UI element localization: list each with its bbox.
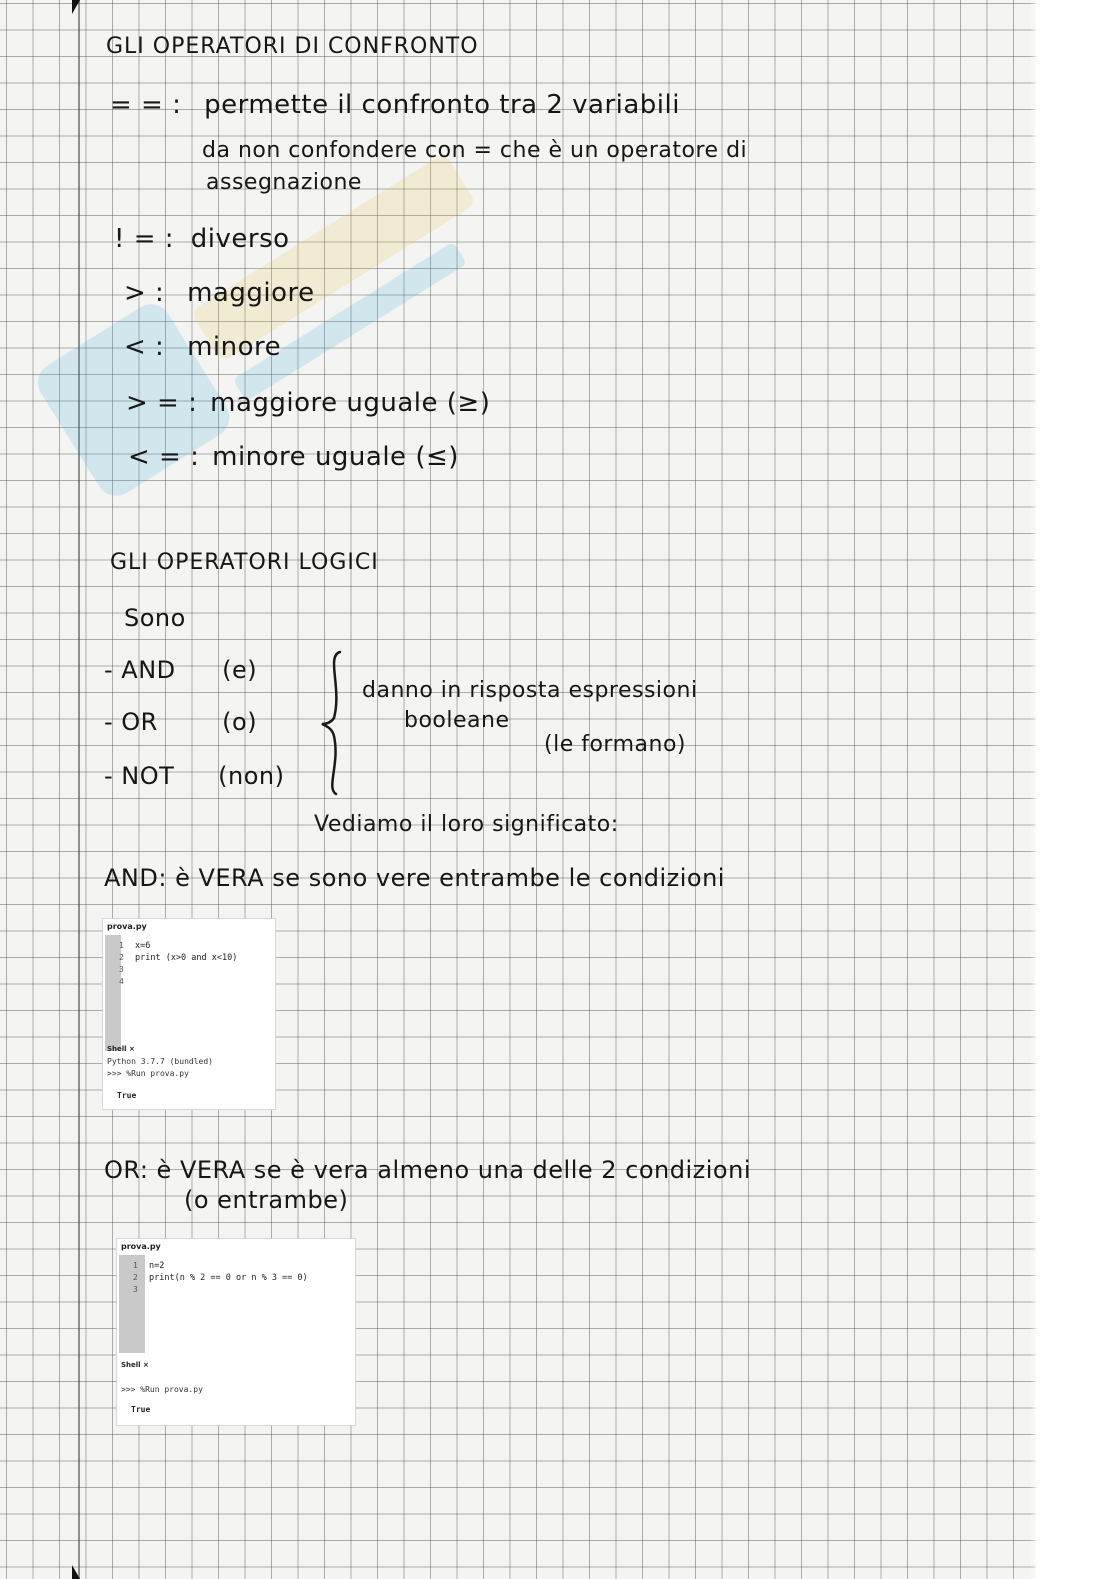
- op-maggiore-uguale-row: [126, 390, 490, 416]
- op-maggiore-text: maggiore: [187, 278, 315, 308]
- op-equal-row: [110, 92, 680, 118]
- logic-op-not-name: - NOT: [104, 762, 175, 790]
- or-definition: OR: è VERA se è vera almeno una delle 2 condizioni: [104, 1156, 751, 1184]
- op-minore-symbol: < :: [124, 332, 165, 362]
- and-definition: AND: è VERA se sono vere entrambe le condizioni: [104, 864, 725, 892]
- code-screenshot-and: [102, 918, 276, 1110]
- shell-output: True: [117, 1091, 137, 1100]
- code-screenshot-or: [116, 1238, 356, 1426]
- op-diverso-row: [114, 226, 290, 252]
- shell-line: >>> %Run prova.py: [107, 1069, 189, 1078]
- logic-note-line3: (le formano): [544, 732, 686, 757]
- op-equal-text: permette il confronto tra 2 variabili: [204, 90, 680, 120]
- shell-output: True: [131, 1405, 151, 1414]
- line-number: 2: [119, 953, 124, 962]
- logic-op-and-meaning: (e): [222, 656, 258, 684]
- op-minore-row: [124, 334, 281, 360]
- op-minore-uguale-text: minore uguale (≤): [212, 442, 459, 472]
- logic-op-and: [104, 658, 257, 682]
- logic-op-not: [104, 764, 284, 788]
- corner-mark-top: [72, 0, 80, 14]
- sono-label: Sono: [124, 604, 186, 632]
- op-minore-text: minore: [187, 332, 282, 362]
- line-number: 4: [119, 977, 124, 986]
- logic-note-line2: booleane: [404, 708, 510, 733]
- or-definition-note: (o entrambe): [184, 1186, 349, 1214]
- logic-op-or-meaning: (o): [222, 708, 258, 736]
- code-line: print(n % 2 == 0 or n % 3 == 0): [149, 1273, 308, 1283]
- line-number: 3: [133, 1285, 138, 1294]
- logic-note-line1: danno in risposta espressioni: [362, 678, 698, 703]
- line-number: 1: [119, 941, 124, 950]
- op-equal-note-line1: da non confondere con = che è un operatore di: [202, 138, 748, 163]
- heading-confronto: GLI OPERATORI DI CONFRONTO: [106, 34, 479, 59]
- margin-line: [78, 0, 80, 1579]
- op-diverso-symbol: ! = :: [114, 224, 174, 254]
- watermark-logo: [0, 55, 590, 585]
- op-maggiore-uguale-symbol: > = :: [126, 388, 198, 418]
- editor-tab-title: prova.py: [107, 922, 147, 931]
- curly-brace: [318, 648, 354, 796]
- shell-line: Python 3.7.7 (bundled): [107, 1057, 213, 1066]
- line-number: 2: [133, 1273, 138, 1282]
- op-diverso-text: diverso: [190, 224, 290, 254]
- op-maggiore-row: [124, 280, 315, 306]
- logic-op-or: [104, 710, 257, 734]
- op-minore-uguale-row: [128, 444, 459, 470]
- op-maggiore-symbol: > :: [124, 278, 165, 308]
- op-minore-uguale-symbol: < = :: [128, 442, 200, 472]
- op-equal-note-line2: assegnazione: [206, 170, 362, 195]
- page-edge: [1036, 0, 1116, 1579]
- logic-op-not-meaning: (non): [218, 762, 285, 790]
- code-line: x=6: [135, 941, 151, 951]
- heading-logici: GLI OPERATORI LOGICI: [110, 550, 379, 575]
- line-gutter: [119, 1255, 145, 1353]
- op-equal-symbol: = = :: [110, 90, 182, 120]
- logic-op-and-name: - AND: [104, 656, 176, 684]
- code-line: n=2: [149, 1261, 165, 1271]
- corner-mark-bottom: [72, 1565, 80, 1579]
- editor-tab-title: prova.py: [121, 1242, 161, 1251]
- shell-line: >>> %Run prova.py: [121, 1385, 203, 1394]
- shell-tab-label: Shell ×: [121, 1361, 149, 1369]
- vediamo-label: Vediamo il loro significato:: [314, 812, 619, 837]
- op-maggiore-uguale-text: maggiore uguale (≥): [210, 388, 491, 418]
- code-line: print (x>0 and x<10): [135, 953, 238, 963]
- line-number: 3: [119, 965, 124, 974]
- line-number: 1: [133, 1261, 138, 1270]
- shell-tab-label: Shell ×: [107, 1045, 135, 1053]
- logic-op-or-name: - OR: [104, 708, 158, 736]
